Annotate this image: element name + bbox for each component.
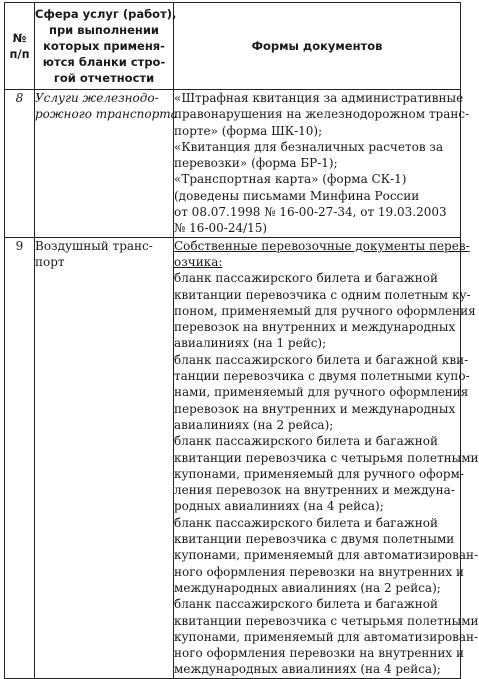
forms-line: от 08.07.1998 № 16-00-27-34, от 19.03.2003 bbox=[174, 205, 447, 220]
header-sphere-line: при выполнении bbox=[49, 23, 159, 37]
forms-line: «Штрафная квитанция за административные bbox=[174, 91, 464, 105]
forms-line: ления перевозок на внутренних и междуна- bbox=[174, 483, 455, 498]
forms-line: международных авиалиниях (на 4 рейса); bbox=[174, 662, 441, 677]
forms-line: родных авиалиниях (на 4 рейса); bbox=[174, 499, 384, 514]
forms-line: бланк пассажирского билета и багажной bbox=[174, 434, 438, 449]
forms-line: международных авиалиниях (на 2 рейса); bbox=[174, 580, 441, 595]
header-forms: Формы документов bbox=[174, 3, 461, 90]
forms-line: квитанции перевозчика с четырьмя полетными bbox=[174, 450, 479, 465]
forms-line: перевозки» (форма БР-1); bbox=[174, 156, 338, 171]
forms-line: «Транспортная карта» (форма СК-1) bbox=[174, 172, 407, 187]
row-sphere bbox=[35, 237, 174, 678]
header-sphere-line: Сфера услуг (работ), bbox=[35, 7, 177, 21]
forms-line: авиалиниях (на 2 рейса); bbox=[174, 417, 334, 432]
table-row bbox=[5, 90, 461, 238]
header-sphere-line: ются бланки стро- bbox=[42, 55, 166, 69]
forms-line: перевозок на внутренних и международных bbox=[174, 401, 456, 416]
sphere-line: Услуги железнодо- bbox=[35, 91, 159, 105]
forms-line: № 16-00-24/15) bbox=[174, 221, 268, 236]
row-forms bbox=[174, 237, 479, 678]
forms-line: (доведены письмами Минфина России bbox=[174, 188, 420, 203]
header-sphere-line: гой отчетности bbox=[53, 71, 155, 85]
forms-line: бланк пассажирского билета и багажной bbox=[174, 271, 438, 286]
row-number: 8 bbox=[5, 90, 35, 238]
header-number-line: п/п bbox=[9, 47, 30, 61]
table-row bbox=[5, 237, 461, 678]
header-sphere bbox=[35, 3, 177, 90]
forms-line: перевозок на внутренних и международных bbox=[174, 320, 456, 335]
forms-line: квитанции перевозчика с одним полетным ку- bbox=[174, 287, 471, 302]
header-sphere-line: которых применя- bbox=[43, 39, 165, 53]
forms-line: авиалиниях (на 1 рейс); bbox=[174, 336, 327, 351]
documents-table bbox=[4, 2, 479, 679]
forms-heading-line: озчика: bbox=[174, 254, 223, 269]
sphere-line: порт bbox=[35, 254, 65, 269]
forms-line: квитанции перевозчика с четырьмя полетными bbox=[174, 613, 479, 628]
forms-line: ного оформления перевозки на внутренних и bbox=[174, 646, 465, 661]
forms-line: бланк пассажирского билета и багажной bbox=[174, 597, 438, 612]
forms-line: порте» (форма ШК-10); bbox=[174, 123, 323, 138]
forms-line: бланк пассажирского билета и багажной bbox=[174, 515, 438, 530]
forms-line: правонарушения на железнодорожном транс- bbox=[174, 107, 470, 122]
row-sphere bbox=[35, 90, 178, 238]
forms-line: танции перевозчика с двумя полетными купо- bbox=[174, 369, 470, 384]
forms-line: поном, применяемый для ручного оформления bbox=[174, 303, 476, 318]
forms-line: купонами, применяемый для автоматизирован- bbox=[174, 548, 479, 563]
forms-heading-line: Собственные перевозочные документы перев- bbox=[174, 238, 470, 253]
forms-line: «Квитанция для безналичных расчетов за bbox=[174, 139, 444, 154]
row-forms bbox=[174, 90, 470, 238]
forms-line: купонами, применяемый для ручного оформ- bbox=[174, 466, 464, 481]
forms-line: купонами, применяемый для автоматизирован- bbox=[174, 629, 479, 644]
forms-line: нами, применяемый для ручного оформления bbox=[174, 385, 469, 400]
forms-line: бланк пассажирского билета и багажной кви- bbox=[174, 352, 469, 367]
header-number bbox=[5, 3, 35, 90]
sphere-line: рожного транспорта bbox=[35, 107, 178, 122]
sphere-line: Воздушный транс- bbox=[35, 238, 153, 253]
header-number-line: № bbox=[12, 31, 27, 45]
forms-line: квитанции перевозчика с двумя полетными bbox=[174, 532, 455, 547]
table-header-row bbox=[5, 3, 461, 90]
row-number: 9 bbox=[5, 237, 35, 678]
forms-line: ного оформления перевозки на внутренних и bbox=[174, 564, 465, 579]
